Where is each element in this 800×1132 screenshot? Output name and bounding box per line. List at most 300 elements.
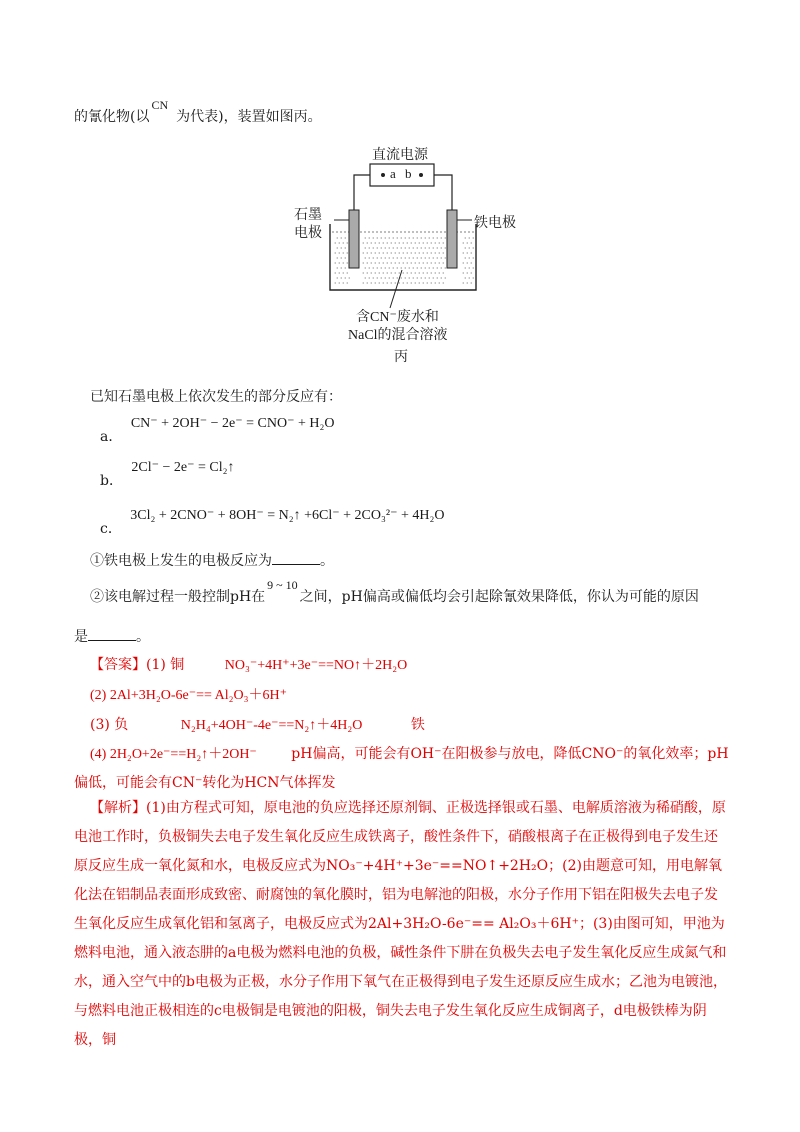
solution-dot [337, 277, 338, 278]
solution-dot [433, 267, 434, 268]
graphite-label-2: 电极 [294, 226, 322, 241]
q1-text: ①铁电极上发生的电极反应为 [90, 553, 272, 569]
solution-label-2: NaCl的混合溶液 [348, 328, 448, 343]
solution-dot [465, 277, 466, 278]
intro-suffix: 为代表)，装置如图丙。 [176, 109, 322, 125]
solution-dot [425, 237, 426, 238]
solution-dot [347, 272, 348, 273]
solution-dot [367, 272, 368, 273]
solution-dot [371, 272, 372, 273]
solution-dot [427, 282, 428, 283]
solution-dot [385, 257, 386, 258]
solution-dot [399, 252, 400, 253]
solution-dot [343, 262, 344, 263]
solution-dot [397, 237, 398, 238]
solution-dot [387, 272, 388, 273]
intro-prefix: 的氰化物(以 [74, 109, 150, 125]
solution-dot [425, 267, 426, 268]
solution-dot [403, 252, 404, 253]
solution-dot [437, 257, 438, 258]
solution-dot [397, 257, 398, 258]
solution-dot [345, 237, 346, 238]
solution-dot [471, 282, 472, 283]
solution-dot [427, 242, 428, 243]
solution-dot [409, 267, 410, 268]
solution-dot [391, 262, 392, 263]
answer-label: 【答案】 [90, 657, 146, 673]
solution-dot [471, 242, 472, 243]
solution-dot [383, 272, 384, 273]
solution-dot [347, 282, 348, 283]
solution-dot [417, 247, 418, 248]
reaction-equation: CN⁻ + 2OH⁻ − 2e⁻ = CNO⁻ + H₂O [130, 416, 335, 431]
solution-dot [467, 282, 468, 283]
solution-dot [469, 247, 470, 248]
solution-dot [365, 277, 366, 278]
solution-dot [385, 237, 386, 238]
solution-dot [399, 242, 400, 243]
solution-dot [423, 262, 424, 263]
solution-dot [403, 262, 404, 263]
solution-dot [465, 257, 466, 258]
reaction-label: a． [100, 429, 123, 445]
solution-dot [421, 267, 422, 268]
solution-dot [433, 247, 434, 248]
solution-dot [339, 272, 340, 273]
solution-dot [393, 237, 394, 238]
solution-dot [429, 257, 430, 258]
solution-dot [427, 262, 428, 263]
solution-dot [401, 247, 402, 248]
solution-dot [411, 242, 412, 243]
solution-dot [431, 252, 432, 253]
solution-dot [377, 277, 378, 278]
solution-dot [431, 242, 432, 243]
solution-dot [389, 277, 390, 278]
solution-dot [417, 257, 418, 258]
solution-dot [375, 242, 376, 243]
solution-dot [375, 262, 376, 263]
solution-dot [389, 237, 390, 238]
solution-dot [387, 242, 388, 243]
solution-dot [415, 282, 416, 283]
answer-blank [88, 628, 136, 641]
solution-dot [403, 282, 404, 283]
graphite-label: 石墨 [294, 208, 322, 223]
solution-dot [437, 247, 438, 248]
solution-dot [379, 252, 380, 253]
solution-dot [377, 257, 378, 258]
solution-dot [347, 262, 348, 263]
solution-dot [407, 272, 408, 273]
solution-dot [389, 267, 390, 268]
answer-line-3 [90, 714, 425, 734]
solution-dot [443, 242, 444, 243]
solution-dot [473, 237, 474, 238]
solution-dot [437, 237, 438, 238]
solution-dot [471, 252, 472, 253]
solution-dot [409, 237, 410, 238]
solution-dot [369, 257, 370, 258]
solution-dot [439, 272, 440, 273]
solution-dot [473, 247, 474, 248]
solution-dot [383, 262, 384, 263]
solution-dot [469, 267, 470, 268]
solution-dot [423, 252, 424, 253]
solution-dot [433, 277, 434, 278]
solution-dot [443, 272, 444, 273]
answer-blank [272, 552, 320, 565]
solution-dot [435, 282, 436, 283]
solution-dot [465, 237, 466, 238]
answer-line-1 [90, 654, 407, 674]
solution-dot [395, 242, 396, 243]
solution-dot [439, 262, 440, 263]
analysis-paragraph [74, 794, 730, 1055]
q2-suffix: 之间，pH偏高或偏低均会引起除氰效果降低，你认为可能的原因 [299, 589, 699, 605]
solution-dot [429, 237, 430, 238]
solution-dot [407, 242, 408, 243]
solution-dot [379, 282, 380, 283]
figure-caption: 丙 [394, 350, 408, 365]
solution-dot [421, 237, 422, 238]
solution-dot [335, 252, 336, 253]
solution-dot [363, 242, 364, 243]
solution-dot [433, 237, 434, 238]
solution-dot [375, 282, 376, 283]
solution-dot [473, 277, 474, 278]
solution-dot [377, 237, 378, 238]
solution-dot [391, 252, 392, 253]
solution-label-1: 含CN⁻废水和 [356, 310, 439, 325]
solution-dot [429, 247, 430, 248]
solution-dot [389, 257, 390, 258]
solution-dot [399, 272, 400, 273]
answer-line-5: 偏低，可能会有CN⁻转化为HCN气体挥发 [74, 775, 336, 791]
solution-dot [367, 252, 368, 253]
solution-dot [379, 272, 380, 273]
solution-dot [437, 267, 438, 268]
solution-dot [395, 282, 396, 283]
solution-dot [335, 242, 336, 243]
solution-dot [441, 277, 442, 278]
solution-dot [431, 282, 432, 283]
solution-dot [373, 267, 374, 268]
solution-dot [399, 262, 400, 263]
solution-dot [337, 237, 338, 238]
solution-dot [419, 272, 420, 273]
solution-dot [421, 277, 422, 278]
solution-dot [337, 257, 338, 258]
solution-dot [365, 247, 366, 248]
solution-dot [391, 242, 392, 243]
question-2 [90, 578, 699, 606]
answer-1-eq: NO₃⁻+4H⁺+3e⁻==NO↑＋2H₂O [224, 658, 408, 673]
solution-dot [339, 252, 340, 253]
solution-dot [405, 277, 406, 278]
solution-dot [411, 262, 412, 263]
intro-line [74, 98, 322, 126]
solution-dot [417, 267, 418, 268]
answer-line-2: (2) 2Al+3H₂O-6e⁻== Al₂O₃＋6H⁺ [90, 688, 287, 703]
solution-dot [373, 277, 374, 278]
solution-dot [423, 272, 424, 273]
solution-dot [383, 252, 384, 253]
solution-dot [443, 262, 444, 263]
solution-dot [335, 262, 336, 263]
solution-dot [419, 252, 420, 253]
solution-dot [467, 272, 468, 273]
solution-dot [385, 247, 386, 248]
solution-dot [425, 257, 426, 258]
solution-dot [379, 262, 380, 263]
solution-dot [403, 242, 404, 243]
reaction-equation: 3Cl₂ + 2CNO⁻ + 8OH⁻ = N₂↑ +6Cl⁻ + 2CO₃²⁻ + 4H₂O [130, 508, 445, 523]
solution-dot [463, 282, 464, 283]
solution-dot [463, 242, 464, 243]
solution-dot [419, 242, 420, 243]
solution-dot [421, 247, 422, 248]
terminal-a: a [390, 166, 396, 181]
power-label: 直流电源 [372, 148, 428, 163]
solution-dot [341, 237, 342, 238]
solution-dot [405, 267, 406, 268]
solution-dot [395, 262, 396, 263]
answer-line-4 [90, 743, 729, 763]
solution-dot [407, 282, 408, 283]
solution-dot [411, 252, 412, 253]
solution-dot [381, 237, 382, 238]
solution-dot [373, 257, 374, 258]
solution-dot [343, 282, 344, 283]
solution-dot [343, 242, 344, 243]
solution-dot [405, 247, 406, 248]
iron-electrode-label: 铁电极 [474, 216, 516, 231]
solution-dot [341, 247, 342, 248]
solution-dot [345, 277, 346, 278]
solution-dot [415, 272, 416, 273]
solution-dot [405, 237, 406, 238]
known-text: 已知石墨电极上依次发生的部分反应有： [90, 389, 342, 405]
solution-dot [367, 282, 368, 283]
solution-dot [369, 277, 370, 278]
solution-dot [345, 267, 346, 268]
solution-dot [439, 242, 440, 243]
solution-dot [347, 242, 348, 243]
solution-dot [441, 257, 442, 258]
reaction-c [100, 504, 445, 537]
solution-dot [439, 282, 440, 283]
solution-dot [423, 242, 424, 243]
solution-dot [435, 262, 436, 263]
solution-dot [345, 247, 346, 248]
solution-dot [409, 247, 410, 248]
solution-dot [387, 262, 388, 263]
reaction-a [100, 412, 335, 445]
solution-dot [337, 267, 338, 268]
solution-dot [339, 282, 340, 283]
solution-dot [339, 262, 340, 263]
reaction-b [100, 456, 235, 489]
solution-dot [473, 257, 474, 258]
solution-dot [335, 282, 336, 283]
solution-dot [441, 247, 442, 248]
answer-1-metal: (1) 铜 [146, 657, 185, 673]
answer-4-eq: (4) 2H₂O+2e⁻==H₂↑＋2OH⁻ [90, 747, 257, 762]
solution-dot [369, 237, 370, 238]
solution-dot [423, 282, 424, 283]
solution-dot [343, 272, 344, 273]
solution-dot [429, 277, 430, 278]
solution-dot [413, 257, 414, 258]
solution-dot [403, 272, 404, 273]
solution-dot [407, 262, 408, 263]
answer-3-pole: (3) 负 [90, 717, 129, 733]
solution-dot [365, 267, 366, 268]
solution-dot [393, 267, 394, 268]
solution-dot [377, 247, 378, 248]
solution-dot [419, 282, 420, 283]
solution-dot [435, 252, 436, 253]
solution-dot [395, 272, 396, 273]
solution-dot [429, 267, 430, 268]
solution-dot [337, 247, 338, 248]
q2-line2: 是 [74, 629, 88, 645]
solution-dot [397, 277, 398, 278]
solution-dot [439, 252, 440, 253]
solution-dot [367, 262, 368, 263]
solution-dot [397, 247, 398, 248]
solution-dot [463, 252, 464, 253]
solution-dot [411, 272, 412, 273]
solution-dot [445, 277, 446, 278]
solution-dot [399, 282, 400, 283]
solution-dot [375, 272, 376, 273]
solution-dot [363, 262, 364, 263]
solution-dot [441, 267, 442, 268]
reaction-label: c． [100, 521, 122, 537]
solution-dot [469, 257, 470, 258]
solution-dot [395, 252, 396, 253]
solution-dot [445, 257, 446, 258]
solution-dot [431, 262, 432, 263]
analysis-text: (1)由方程式可知，原电池的负应选择还原剂铜、正极选择银或石墨、电解质溶液为稀硝酸，原电池工作时，负极铜失去电子发生氧化反应生成铁离子，酸性条件下，硝酸根离子在正极得到电子发生还原反应生成一氧化氮和水，电极反应式为NO₃⁻+4H⁺+3e⁻==NO↑+2H₂O；(2)由题意可知，用电解氧化法在铝制品表面形成致密、耐腐蚀的氧化膜时，铝为电解池的阳极，水分子作用下铝在阳极失去电子发生氧化反应生成氧化铝和氢离子，电极反应式为2Al+3H₂O-6e⁻== Al₂O₃＋6H⁺；(3)由图可知，甲池为燃料电池，通入液态肼的a电极为燃料电池的负极，碱性条件下肼在负极失去电子发生氧化反应生成氮气和水，通入空气中的b电极为正极，水分子作用下氧气在正极得到电子发生还原反应生成水；乙池为电镀池，与燃料电池正极相连的c电极铜是电镀池的阳极，铜失去电子发生氧化反应生成铜离子，d电极铁棒为阴极，铜 [74, 800, 727, 1048]
solution-dot [393, 257, 394, 258]
terminal-b: b [405, 166, 412, 181]
solution-dot [381, 257, 382, 258]
solution-dot [445, 267, 446, 268]
solution-dot [383, 242, 384, 243]
q2-end: 。 [136, 629, 150, 645]
solution-dot [417, 237, 418, 238]
reaction-label: b． [100, 473, 123, 489]
solution-dot [385, 267, 386, 268]
solution-dot [425, 247, 426, 248]
solution-dot [347, 252, 348, 253]
solution-dot [463, 272, 464, 273]
solution-dot [369, 247, 370, 248]
solution-dot [365, 237, 366, 238]
electrolysis-figure [290, 140, 516, 370]
solution-dot [413, 267, 414, 268]
solution-dot [435, 272, 436, 273]
solution-dot [401, 237, 402, 238]
solution-dot [363, 252, 364, 253]
solution-dot [409, 257, 410, 258]
solution-dot [345, 257, 346, 258]
solution-dot [445, 237, 446, 238]
solution-dot [391, 272, 392, 273]
solution-dot [397, 267, 398, 268]
solution-dot [469, 237, 470, 238]
solution-dot [401, 267, 402, 268]
solution-dot [473, 267, 474, 268]
solution-dot [393, 247, 394, 248]
solution-dot [467, 252, 468, 253]
answer-3-metal: 铁 [410, 717, 425, 733]
solution-dot [465, 247, 466, 248]
solution-dot [373, 237, 374, 238]
answer-4-reason: pH偏高，可能会有OH⁻在阳极参与放电，降低CNO⁻的氧化效率；pH [291, 746, 729, 762]
solution-dot [393, 277, 394, 278]
answer-3-eq: N₂H₄+4OH⁻-4e⁻==N₂↑＋4H₂O [180, 718, 363, 733]
solution-dot [341, 267, 342, 268]
solution-dot [335, 272, 336, 273]
question-1 [90, 550, 334, 570]
q2-prefix: ②该电解过程一般控制pH在 [90, 589, 266, 605]
solution-dot [371, 252, 372, 253]
solution-dot [433, 257, 434, 258]
cn-formula: CN [151, 98, 169, 112]
solution-dot [391, 282, 392, 283]
solution-dot [471, 262, 472, 263]
solution-dot [385, 277, 386, 278]
solution-dot [389, 247, 390, 248]
solution-dot [431, 272, 432, 273]
solution-dot [381, 247, 382, 248]
solution-dot [417, 277, 418, 278]
solution-dot [467, 262, 468, 263]
solution-dot [435, 242, 436, 243]
solution-dot [415, 262, 416, 263]
solution-dot [371, 242, 372, 243]
solution-dot [401, 257, 402, 258]
solution-dot [349, 277, 350, 278]
solution-dot [363, 272, 364, 273]
solution-dot [381, 267, 382, 268]
solution-dot [367, 242, 368, 243]
solution-dot [373, 247, 374, 248]
solution-dot [471, 272, 472, 273]
solution-dot [375, 252, 376, 253]
solution-dot [413, 247, 414, 248]
solution-dot [401, 277, 402, 278]
solution-dot [415, 252, 416, 253]
solution-dot [427, 252, 428, 253]
solution-dot [387, 252, 388, 253]
solution-dot [469, 277, 470, 278]
solution-dot [427, 272, 428, 273]
solution-dot [409, 277, 410, 278]
solution-dot [341, 277, 342, 278]
ph-range: 9 ~ 10 [267, 578, 298, 592]
solution-dot [371, 262, 372, 263]
analysis-label: 【解析】 [90, 800, 146, 816]
solution-dot [383, 282, 384, 283]
question-2-line2 [74, 626, 150, 646]
solution-dot [387, 282, 388, 283]
solution-dot [421, 257, 422, 258]
